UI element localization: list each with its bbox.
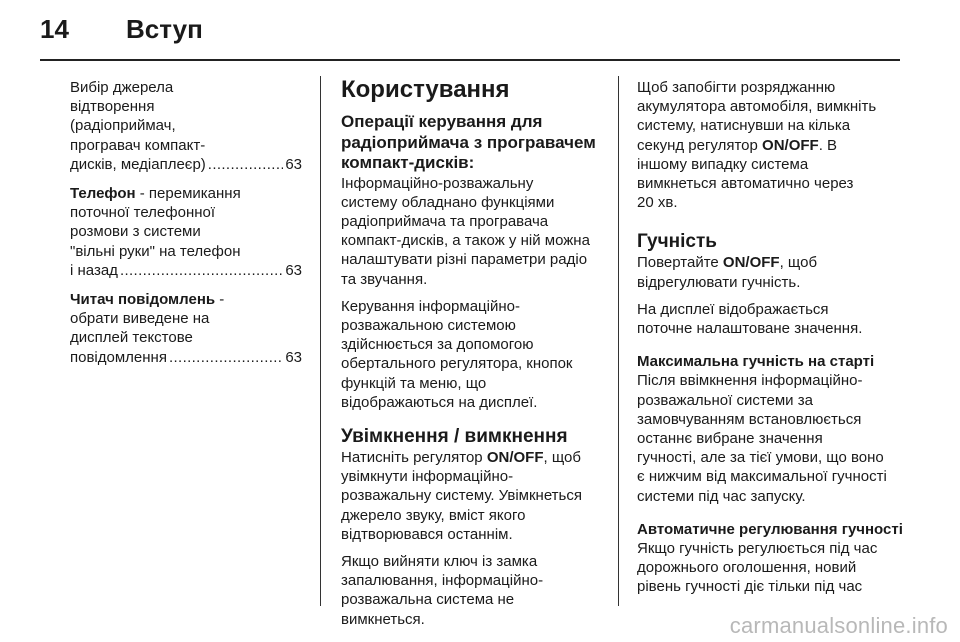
auto-volume-heading: Автоматичне регулювання гучності	[637, 520, 903, 538]
text-line: відображаються на дисплеї.	[341, 393, 538, 411]
text-line: Керування інформаційно-	[341, 297, 520, 315]
text-line: Після ввімкнення інформаційно-	[637, 372, 863, 390]
watermark: carmanualsonline.info	[729, 613, 948, 638]
index-leader-text: повідомлення	[70, 348, 167, 366]
index-line	[70, 184, 302, 203]
text-line: останнє вибране значення	[637, 430, 823, 448]
text-fragment: Повертайте	[637, 254, 723, 272]
index-page-ref[interactable]: 63	[285, 261, 302, 279]
text-line: системи під час запуску.	[637, 487, 806, 505]
text-line: рівень гучності діє тільки під час	[637, 578, 863, 596]
text-line: дорожнього оголошення, новий	[637, 559, 857, 577]
text-line	[637, 136, 907, 155]
index-line: розмови з системи	[70, 223, 201, 241]
index-term: Читач повідомлень	[70, 291, 216, 309]
power-heading: Увімкнення / вимкнення	[341, 425, 568, 447]
dot-leader	[120, 261, 283, 280]
index-page-ref[interactable]: 63	[285, 348, 302, 366]
text-line: Інформаційно-розважальну	[341, 174, 534, 192]
index-line: поточної телефонної	[70, 204, 216, 222]
usage-intro-paragraph	[341, 174, 605, 289]
index-leader-text: і назад	[70, 261, 118, 279]
text-line: вимкнеться автоматично через	[637, 175, 854, 193]
text-line: увімкнути інформаційно-	[341, 468, 514, 486]
text-fragment: , щоб	[779, 254, 818, 272]
text-line: функцій та меню, що	[341, 374, 487, 392]
text-fragment: . В	[818, 136, 838, 154]
text-line: іншому випадку система	[637, 155, 809, 173]
index-leader-row[interactable]	[70, 348, 302, 367]
max-startup-heading: Максимальна гучність на старті	[637, 353, 875, 371]
dot-leader	[208, 155, 284, 174]
usage-control-paragraph	[341, 297, 605, 412]
index-column	[70, 78, 302, 377]
text-fragment: , щоб	[543, 448, 581, 466]
text-line: обертального регулятора, кнопок	[341, 355, 573, 373]
text-line: 20 хв.	[637, 194, 678, 212]
text-fragment: секунд регулятор	[637, 136, 763, 154]
text-line: відтворювався останнім.	[341, 525, 513, 543]
power-paragraph-2	[341, 552, 605, 629]
text-line: розважальну систему. Увімкнеться	[341, 487, 582, 505]
text-line: та звучання.	[341, 270, 428, 288]
index-line: програвач компакт-	[70, 136, 206, 154]
text-line: здійснюється за допомогою	[341, 336, 534, 354]
text-line: розважальної системи за	[637, 391, 813, 409]
text-line: налаштувати різні параметри радіо	[341, 251, 588, 269]
index-line: відтворення	[70, 98, 155, 116]
text-line: Якщо гучність регулюється під час	[637, 540, 878, 558]
usage-subheading-line: Операції керування для	[341, 112, 543, 131]
volume-column	[637, 78, 907, 605]
index-page-ref[interactable]: 63	[285, 155, 302, 173]
usage-subheading-line: радіоприймача з програвачем	[341, 132, 596, 152]
auto-volume-paragraph	[637, 539, 907, 597]
index-line	[70, 290, 302, 309]
index-line: обрати виведене на	[70, 310, 210, 328]
index-entry-source	[70, 78, 302, 174]
index-entry-phone	[70, 184, 302, 280]
battery-paragraph	[637, 78, 907, 212]
on-off-key-label: ON/OFF	[762, 136, 819, 154]
power-paragraph-1	[341, 448, 605, 544]
volume-heading: Гучність	[637, 231, 717, 253]
on-off-key-label: ON/OFF	[486, 448, 544, 466]
header-rule	[40, 59, 900, 61]
text-line: На дисплеї відображається	[637, 300, 829, 318]
page-number: 14	[40, 14, 69, 44]
index-line: "вільні руки" на телефон	[70, 242, 241, 260]
text-line: гучності, але за тієї умови, що воно	[637, 449, 884, 467]
index-term: Телефон	[70, 185, 136, 203]
max-startup-paragraph	[637, 371, 907, 505]
on-off-key-label: ON/OFF	[722, 254, 780, 272]
text-line: є нижчим від максимальної гучності	[637, 468, 887, 486]
text-line: Щоб запобігти розряджанню	[637, 79, 836, 96]
index-entry-reader	[70, 290, 302, 367]
text-line: радіоприймача та програвача	[341, 212, 549, 230]
index-term-rest: -	[215, 291, 225, 309]
index-line: Вибір джерела	[70, 79, 174, 96]
usage-column	[341, 76, 605, 637]
text-line	[341, 448, 605, 467]
text-line: відрегулювати гучність.	[637, 273, 801, 291]
dot-leader	[169, 348, 283, 367]
text-line: Якщо вийняти ключ із замка	[341, 552, 538, 570]
text-line: компакт-дисків, а також у ній можна	[341, 232, 590, 250]
column-divider-left	[320, 76, 321, 606]
text-line: поточне налаштоване значення.	[637, 320, 863, 338]
text-line: акумулятора автомобіля, вимкніть	[637, 98, 877, 116]
index-leader-row[interactable]	[70, 155, 302, 174]
volume-paragraph-1	[637, 253, 907, 291]
text-line: розважальна система не	[341, 591, 515, 609]
usage-heading: Користування	[341, 76, 510, 103]
text-line: систему, натиснувши на кілька	[637, 117, 851, 135]
index-line: (радіоприймач,	[70, 117, 176, 135]
volume-paragraph-2	[637, 300, 907, 338]
index-term-rest: - перемикання	[135, 185, 241, 203]
text-line: джерело звуку, вміст якого	[341, 506, 526, 524]
text-fragment: Натисніть регулятор	[341, 448, 487, 466]
text-line: запалювання, інформаційно-	[341, 572, 544, 590]
index-leader-text: дисків, медіаплеєр)	[70, 155, 206, 173]
text-line: замовчуванням встановлюється	[637, 410, 862, 428]
page-title: Вступ	[126, 14, 203, 44]
usage-subheading-line: компакт-дисків:	[341, 153, 475, 172]
index-line: дисплей текстове	[70, 329, 193, 347]
column-divider-right	[618, 76, 619, 606]
text-line	[637, 253, 907, 272]
text-line: систему обладнано функціями	[341, 193, 555, 211]
index-leader-row[interactable]	[70, 261, 302, 280]
text-line: вимкнеться.	[341, 610, 425, 628]
text-line: розважальною системою	[341, 316, 516, 334]
